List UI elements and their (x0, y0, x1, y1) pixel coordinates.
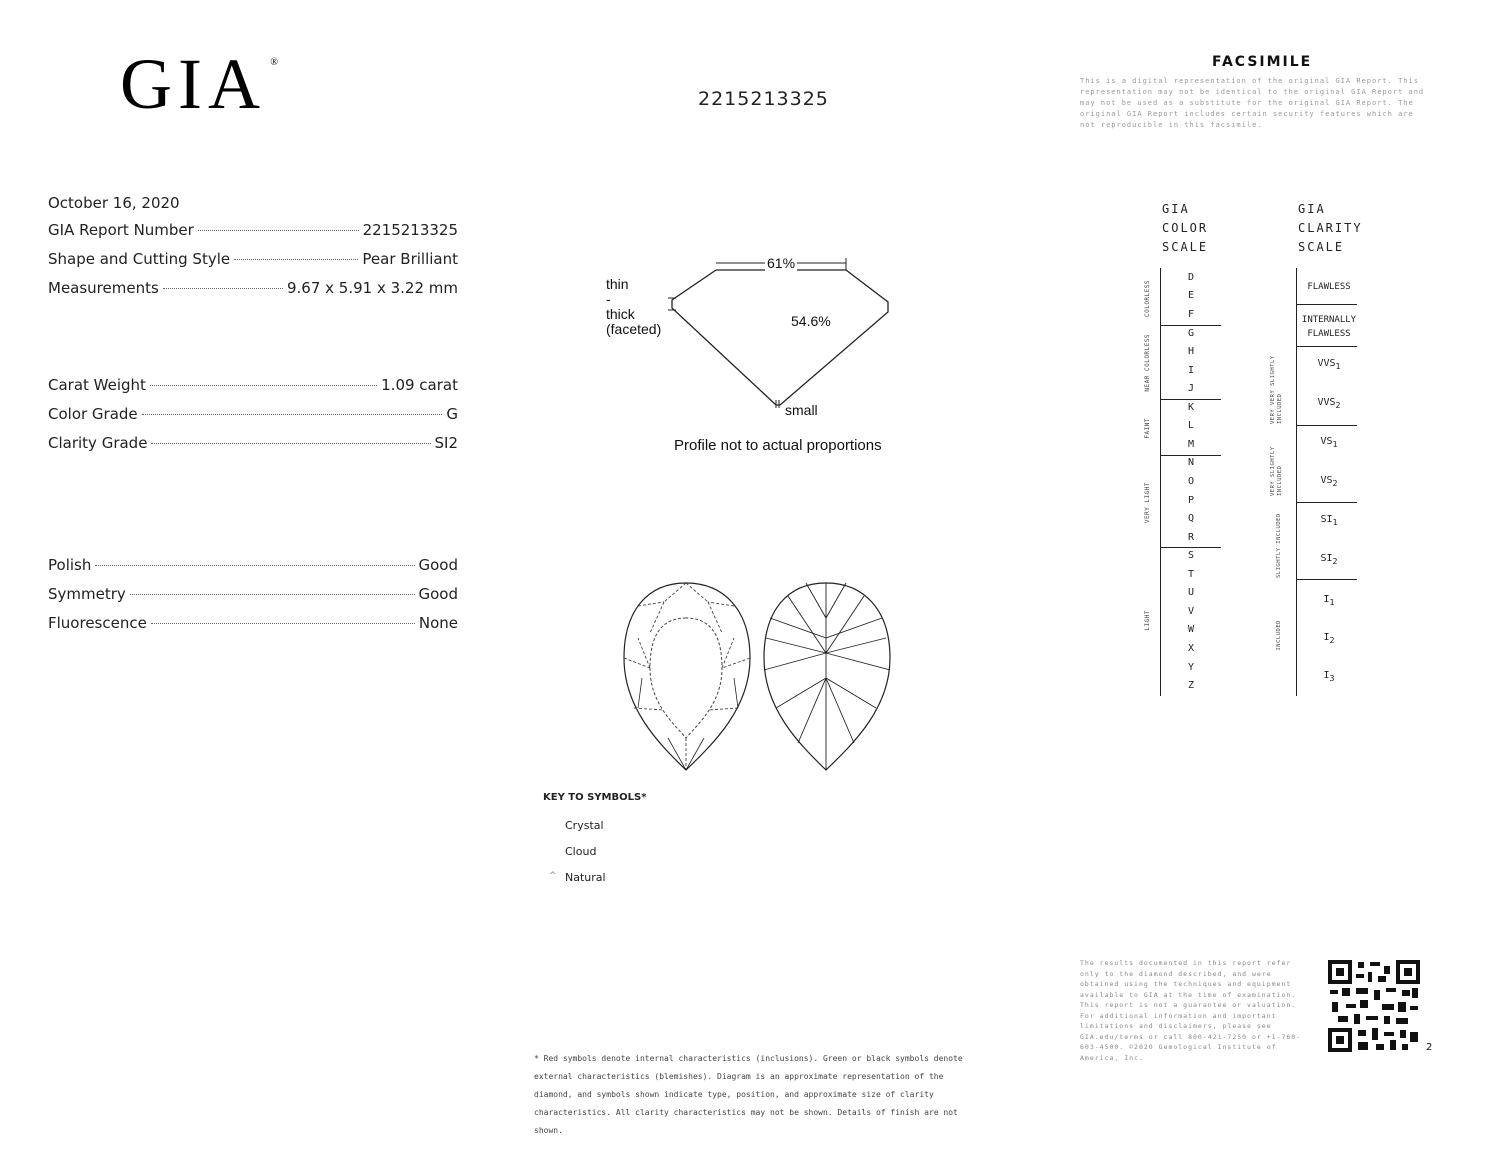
field-label: GIA Report Number (48, 221, 194, 239)
grade-text: VS (1320, 475, 1333, 486)
report-date: October 16, 2020 (48, 194, 180, 212)
color-divider (1161, 399, 1221, 400)
additional-grading (48, 556, 458, 643)
crown-facet-solid (638, 678, 738, 770)
facsimile-title: FACSIMILE (1212, 54, 1313, 70)
field-color-grade (48, 405, 458, 434)
grade-text: I (1323, 632, 1330, 643)
profile-caption: Profile not to actual proportions (674, 437, 882, 454)
color-letter-q: Q (1187, 513, 1195, 524)
clarity-group-vvs: VERY VERY SLIGHTLY INCLUDED (1270, 355, 1283, 424)
symbol-cloud: Cloud (565, 845, 597, 858)
grade-subscript: 3 (1329, 673, 1335, 683)
clarity-vs1 (1299, 436, 1359, 449)
field-value: Good (418, 585, 458, 603)
clarity-divider (1297, 502, 1357, 503)
field-report-number (48, 221, 458, 250)
grading-results (48, 376, 458, 463)
grade-text: SI (1320, 514, 1333, 525)
field-value: G (446, 405, 458, 423)
field-value: SI2 (434, 434, 458, 452)
field-label: Color Grade (48, 405, 138, 423)
field-value: 9.67 x 5.91 x 3.22 mm (286, 279, 458, 297)
clarity-vvs2 (1299, 397, 1359, 410)
field-label: Measurements (48, 279, 159, 297)
color-letter-j: J (1187, 383, 1195, 394)
field-shape (48, 250, 458, 279)
clarity-vs2 (1299, 475, 1359, 488)
color-letter-s: S (1187, 550, 1195, 561)
color-scale-heading (1162, 200, 1208, 257)
pavilion-facet-lines (764, 583, 890, 770)
field-value: None (418, 614, 458, 632)
color-letter-z: Z (1187, 680, 1195, 691)
field-value: 2215213325 (362, 221, 458, 239)
color-letter-g: G (1187, 328, 1195, 339)
girdle-label (606, 277, 661, 337)
clarity-divider (1297, 425, 1357, 426)
clarity-i2 (1299, 632, 1359, 645)
diagram-footnote: * Red symbols denote internal characteristics (inclusions). Green or black symbols denote external characteristics (blemishes). Diagram is an approximate representation of the diamond, and symbols shown indicate type, position, and approximate size of clarity characteristics. All clarity characteristics may not be shown. Details of finish are not shown. (534, 1054, 963, 1135)
clarity-divider (1297, 304, 1357, 305)
clarity-internally: INTERNALLY (1301, 315, 1357, 325)
color-letter-h: H (1187, 346, 1195, 357)
grade-text: VVS (1317, 397, 1336, 408)
pear-outline-crown (624, 583, 750, 770)
heading-line: SCALE (1298, 240, 1345, 254)
table-percentage: 61% (767, 255, 796, 271)
clarity-group-vs: VERY SLIGHTLY INCLUDED (1270, 446, 1283, 496)
girdle-thin: thin (606, 276, 629, 292)
color-letter-o: O (1187, 476, 1195, 487)
color-letter-r: R (1187, 532, 1195, 543)
field-value: 1.09 carat (381, 376, 458, 394)
grade-subscript: 1 (1332, 517, 1338, 527)
crown-facet-lines (624, 583, 750, 770)
grade-subscript: 2 (1332, 556, 1338, 566)
color-group-light: LIGHT (1144, 610, 1151, 631)
color-letter-l: L (1187, 420, 1195, 431)
report-disclaimer: The results documented in this report refer only to the diamond described, and were obtained using the techniques and equipment available to GIA at the time of examination. This report is not a guarantee or valuation. For additional information and important limitations and disclaimers, please see GIA.edu/terms or call 800-421-7250 or +1-760-603-4500. ©2020 Gemological Institute of America, Inc. (1080, 959, 1302, 1062)
page-number: 2 (1426, 1042, 1433, 1053)
color-letter-w: W (1187, 624, 1195, 635)
color-letter-i: I (1187, 365, 1195, 376)
grade-subscript: 2 (1329, 635, 1335, 645)
heading-line: CLARITY (1298, 221, 1363, 235)
crown-plot-diagram (618, 578, 758, 774)
clarity-internally-flawless: FLAWLESS (1307, 329, 1351, 339)
clarity-vvs1 (1299, 358, 1359, 371)
clarity-divider (1297, 579, 1357, 580)
table-facet (650, 618, 722, 738)
color-group-faint: FAINT (1144, 418, 1151, 439)
field-symmetry (48, 585, 458, 614)
field-polish (48, 556, 458, 585)
girdle-dash: - (606, 291, 611, 307)
grade-text: SI (1320, 553, 1333, 564)
field-label: Fluorescence (48, 614, 147, 632)
clarity-si1 (1299, 514, 1359, 527)
field-value: Pear Brilliant (362, 250, 458, 268)
report-fields (48, 221, 458, 308)
color-group-colorless: COLORLESS (1144, 280, 1151, 318)
girdle-thick: thick (606, 306, 635, 322)
color-letter-u: U (1187, 587, 1195, 598)
grade-text: I (1323, 594, 1330, 605)
field-label: Carat Weight (48, 376, 146, 394)
clarity-flawless: FLAWLESS (1307, 282, 1351, 292)
color-letter-k: K (1187, 402, 1195, 413)
grade-subscript: 1 (1332, 439, 1338, 449)
grade-text: VVS (1317, 358, 1336, 369)
clarity-scale-heading (1298, 200, 1363, 257)
field-clarity-grade (48, 434, 458, 463)
field-label: Polish (48, 556, 92, 574)
field-value: Good (418, 556, 458, 574)
color-divider (1161, 547, 1221, 548)
depth-percentage: 54.6% (791, 313, 831, 329)
color-divider (1161, 455, 1221, 456)
clarity-i1 (1299, 594, 1359, 607)
symbol-crystal: Crystal (565, 819, 604, 832)
facsimile-notice: This is a digital representation of the original GIA Report. This representation may not be identical to the original GIA Report and may not be used as a substitute for the original GIA Report. The original GIA Report includes certain security features which are not reproducible in this facsimile. (1080, 77, 1425, 129)
grade-subscript: 1 (1329, 597, 1335, 607)
pear-outline-pavilion (764, 583, 890, 770)
color-letter-e: E (1187, 290, 1195, 301)
color-letter-p: P (1187, 495, 1195, 506)
gia-logo (120, 44, 278, 124)
field-label: Symmetry (48, 585, 126, 603)
girdle-faceted: (faceted) (606, 321, 662, 337)
field-fluorescence (48, 614, 458, 643)
grade-text: VS (1320, 436, 1333, 447)
color-letter-d: D (1187, 272, 1195, 283)
heading-line: GIA (1162, 202, 1190, 216)
field-measurements (48, 279, 458, 308)
diamond-profile-outline (672, 270, 888, 405)
logo-text: GIA (120, 44, 266, 124)
color-letter-x: X (1187, 643, 1195, 654)
color-group-near-colorless: NEAR COLORLESS (1144, 334, 1151, 392)
color-letter-t: T (1187, 569, 1195, 580)
color-letter-n: N (1187, 457, 1195, 468)
registered-mark: ® (270, 57, 278, 68)
field-label: Shape and Cutting Style (48, 250, 231, 268)
natural-icon: ^ (549, 871, 557, 881)
color-letter-y: Y (1187, 662, 1195, 673)
color-scale (1160, 268, 1223, 696)
clarity-divider (1297, 346, 1357, 347)
color-letter-m: M (1187, 439, 1195, 450)
clarity-group-included: INCLUDED (1276, 620, 1282, 651)
symbol-natural: Natural (565, 871, 606, 884)
heading-line: SCALE (1162, 240, 1209, 254)
field-label: Clarity Grade (48, 434, 148, 452)
clarity-scale (1296, 268, 1359, 696)
heading-line: COLOR (1162, 221, 1209, 235)
report-number-header: 2215213325 (698, 88, 829, 110)
clarity-si2 (1299, 553, 1359, 566)
grade-text: I (1323, 670, 1330, 681)
color-group-very-light: VERY LIGHT (1144, 482, 1151, 524)
color-letter-f: F (1187, 309, 1195, 320)
grade-subscript: 2 (1332, 478, 1338, 488)
grade-subscript: 1 (1335, 361, 1341, 371)
culet-label: small (785, 402, 818, 418)
pavilion-plot-diagram (758, 578, 898, 774)
key-to-symbols-title: KEY TO SYMBOLS* (543, 792, 647, 803)
qr-code[interactable] (1328, 960, 1420, 1052)
field-carat-weight (48, 376, 458, 405)
color-divider (1161, 325, 1221, 326)
heading-line: GIA (1298, 202, 1326, 216)
clarity-group-si: SLIGHTLY INCLUDED (1276, 513, 1282, 578)
grade-subscript: 2 (1335, 400, 1341, 410)
color-letter-v: V (1187, 606, 1195, 617)
clarity-i3 (1299, 670, 1359, 683)
